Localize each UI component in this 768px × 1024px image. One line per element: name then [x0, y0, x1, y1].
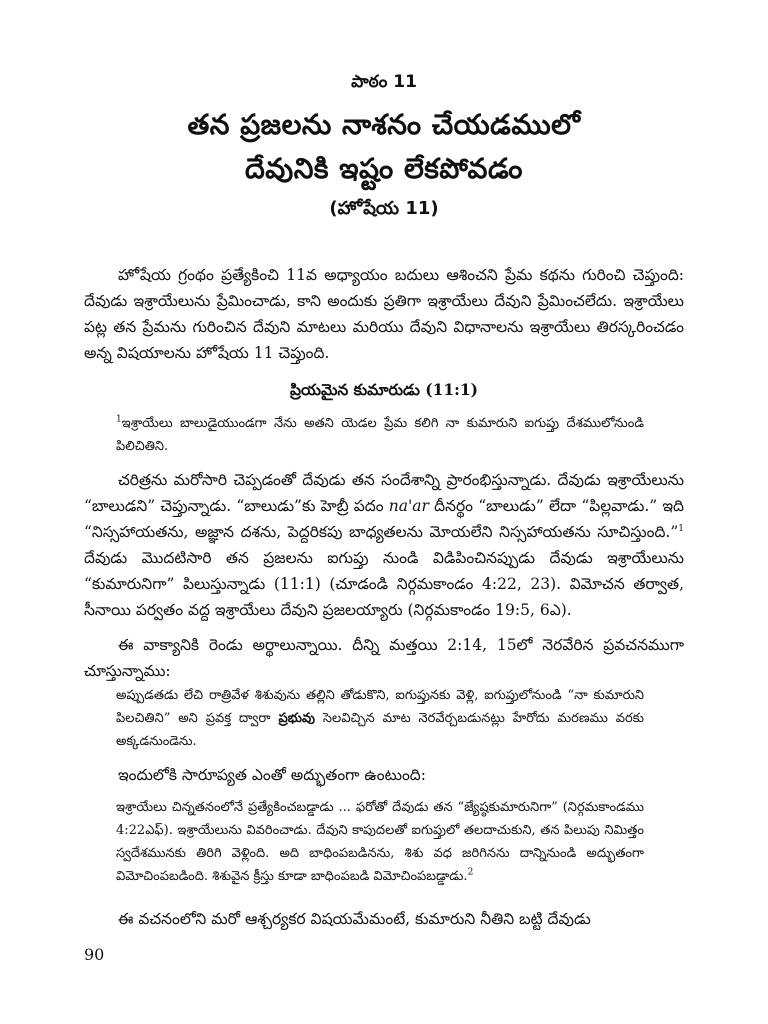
verse-number: 1	[116, 414, 122, 425]
para2-text-c: దేవుడు మొదటిసారి తన ప్రజలను ఐగుప్తు నుండి విడిపించినప్పుడు దేవుడు ఇశ్రాయేలును “కుమారునిగా” పిలుస్తున్నాడు (11:1) (చూడండి నిర్గమకాండం 4:22, 23). విమోచన తర్వాత, సీనాయి పర్వతం వద్ద ఇశ్రాయేలు దేవుని ప్రజలయ్యారు (నిర్గమకాండం 19:5, 6ఎ).	[84, 549, 684, 619]
commentary-text: ఇశ్రాయేలు చిన్నతనంలోనే ప్రత్యేకించబడ్డాడు ... ఫరోతో దేవుడు తన “జ్యేష్ఠకుమారునిగా” (నిర్గమకాండము 4:22ఎఫ్). ఇశ్రాయేలును వివరించాడు. దేవుని కాపుదలతో ఐగుప్తులో తలదాచుకుని, తన పిలుపు నిమిత్తం స్వదేశమునకు తిరిగి వెళ్లింది. అది బాధింపబడినను, శిశు వధ జరిగినను దాన్నినుండి అద్భుతంగా విమోచింపబడింది. శిశువైన క్రీస్తు కూడా బాధింపబడి విమోచింపబడ్డాడు.	[116, 800, 644, 884]
verse-text: ఇశ్రాయేలు బాలుడైయుండగా నేను అతని యెడల ప్రేమ కలిగి నా కుమారుని ఐగుప్తు దేశములోనుండి పిలిచితిని.	[116, 416, 644, 454]
body-paragraph-3: ఈ వాక్యానికి రెండు అర్థాలున్నాయి. దీన్ని మత్తయి 2:14, 15లో నెరవేరిన ప్రవచనముగా చూస్తున్నాము:	[84, 636, 684, 680]
lesson-title-line-1: తన ప్రజలను నాశనం చేయడములో	[187, 108, 581, 141]
verse-quote	[116, 412, 644, 458]
para2-text-a: చరిత్రను మరోసారి చెప్పడంతో దేవుడు తన సందేశాన్ని ప్రారంభిస్తున్నాడు. దేవుడు ఇశ్రాయేలును “బాలుడని” చెప్తున్నాడు. “బాలుడు”కు హెబ్రీ పదం	[84, 471, 684, 515]
body-paragraph-5: ఈ వచనంలోని మరో ఆశ్చర్యకర విషయమేమంటే, కుమారుని నీతిని బట్టి దేవుడు	[118, 910, 591, 928]
lesson-title-line-2: దేవునికి ఇష్టం లేకపోవడం	[245, 152, 523, 185]
commentary-quote	[116, 796, 644, 888]
hebrew-term: na'ar	[388, 497, 429, 515]
body-paragraph-4: ఇందులోకి సారూప్యత ఎంతో అద్భుతంగా ఉంటుంది:	[118, 766, 426, 784]
matthew-quote	[116, 684, 644, 753]
matthew-quote-lord: ప్రభువు	[278, 711, 315, 726]
intro-paragraph: హోషేయ గ్రంథం ప్రత్యేకించి 11వ అధ్యాయం బదులు ఆశించని ప్రేమ కథను గురించి చెప్తుంది: దేవుడు ఇశ్రాయేలును ప్రేమించాడు, కాని అందుకు ప్రతిగా ఇశ్రాయేలు దేవుని ప్రేమించలేదు. ఇశ్రాయేలు పట్ల తన ప్రేమను గురించిన దేవుని మాటలు మరియు దేవుని విధానాలను ఇశ్రాయేలు తిరస్కరించడం అన్న విషయాలను హోషేయ 11 చెప్తుంది.	[84, 266, 684, 362]
page-number: 90	[84, 945, 105, 964]
footnote-ref-1: 1	[678, 523, 684, 534]
para2-text-b: దీనర్థం “బాలుడు” లేదా “పిల్లవాడు.” ఇది “నిస్సహాయతను, అజ్ఞాన దశను, పెద్దరికపు బాధ్యతలను మోయలేని నిస్సహాయతను సూచిస్తుంది.”	[84, 497, 684, 541]
lesson-number: పాఠం 11	[351, 72, 417, 92]
scripture-reference: (హోషేయ 11)	[329, 198, 439, 219]
body-paragraph-2	[84, 467, 684, 623]
matthew-quote-b: సెలవిచ్చిన మాట నెరవేర్చబడునట్లు హేరోదు మరణము వరకు అక్కడనుండెను.	[116, 711, 644, 749]
matthew-quote-a: అప్పుడతడు లేచి రాత్రివేళ శిశువును తల్లిని తోడుకొని, ఐగుప్తునకు వెళ్లి, ఐగుప్తులోనుండి “నా కుమారుని పిలచితిని” అని ప్రవక్త ద్వారా	[116, 688, 644, 726]
footnote-ref-2: 2	[467, 867, 474, 878]
section-heading: ప్రియమైన కుమారుడు (11:1)	[290, 380, 478, 399]
